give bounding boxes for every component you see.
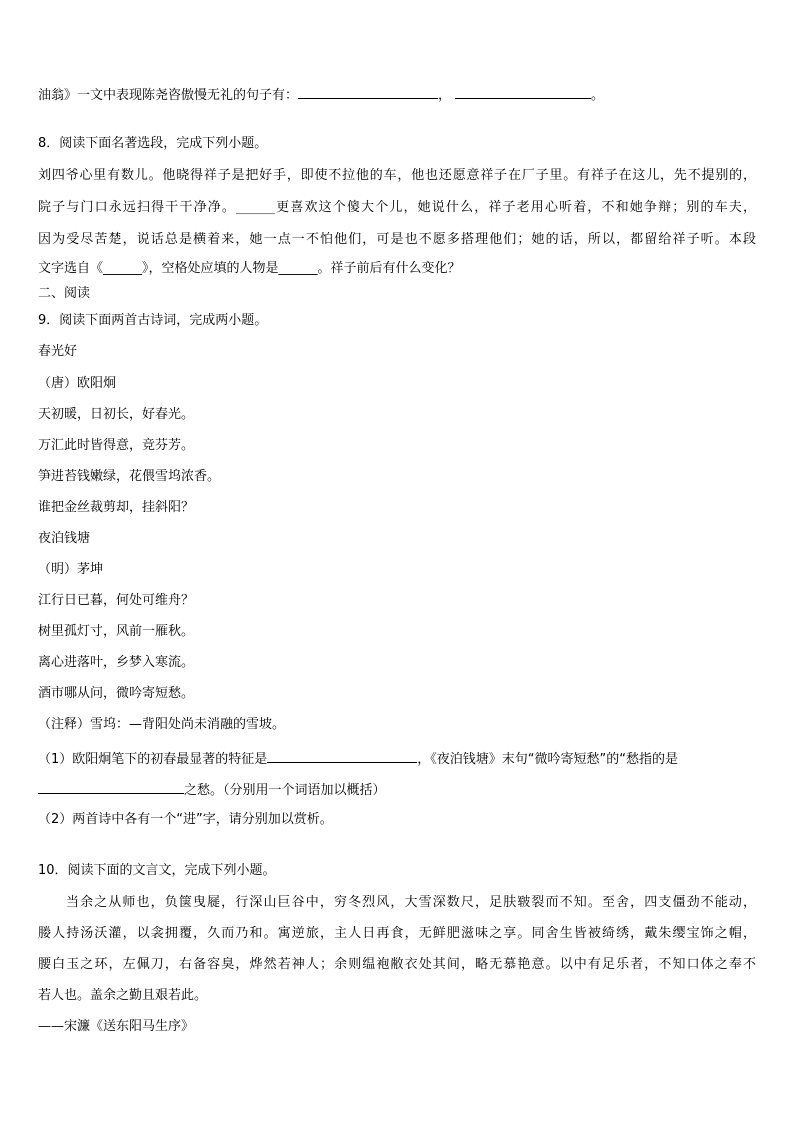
poem2-line-1: 江行日已暮，何处可维舟？ — [38, 593, 195, 608]
q7-tail-text: 油翁》一文中表现陈尧咨傲慢无礼的句子有： — [38, 88, 299, 103]
poem1-title: 春光好 — [38, 344, 78, 359]
poem1-author: （唐）欧阳炯 — [38, 376, 117, 391]
section-heading: 二、阅读 — [38, 286, 91, 301]
q9-sub1-line-1 — [38, 749, 756, 768]
q10-passage-line-1: 当余之从师也，负箧曳屣，行深山巨谷中，穷冬烈风，大雪深数尺，足肤皲裂而不知。至舍，四支僵劲不能动， — [66, 895, 756, 910]
answer-blank[interactable] — [298, 85, 438, 99]
q8-passage-line-2: 院子与门口永远扫得干干净净。______更喜欢这个傻大个儿，她说什么，祥子老用心听着，不和她争辩；别的车夫， — [38, 200, 756, 215]
q7-tail-line — [38, 85, 756, 104]
q8-passage-line-3: 因为受尽苦楚，说话总是横着来，她一点一不怕他们，可是也不愿多搭理他们；她的话，所以，都留给祥子听。本段 — [38, 232, 756, 247]
q10-source: ——宋濂《送东阳马生序》 — [38, 1019, 195, 1034]
q9-sub1-line-2 — [38, 780, 756, 799]
q8-heading: 8．阅读下面名著选段，完成下列小题。 — [38, 136, 268, 151]
answer-blank[interactable] — [38, 780, 184, 794]
q10-passage-line-4: 若人也。盖余之勤且艰若此。 — [38, 988, 208, 1003]
q10-passage-line-2: 媵人持汤沃灌，以衾拥覆，久而乃和。寓逆旅，主人日再食，无鲜肥滋味之享。同舍生皆被绮绣，戴朱缨宝饰之帽， — [38, 926, 756, 941]
poem1-line-3: 笋进苔钱嫩绿，花偎雪坞浓香。 — [38, 469, 221, 484]
q9-sub1-middle: ，《夜泊钱塘》末句“微吟寄短愁”的“愁指的是 — [417, 752, 678, 767]
q9-sub1-prefix: （1）欧阳炯笔下的初春最显著的特征是 — [38, 752, 268, 767]
poem2-author: （明）茅坤 — [38, 562, 104, 577]
q8-passage-line-1: 刘四爷心里有数儿。他晓得祥子是把好手，即使不拉他的车，他也还愿意祥子在厂子里。有祥子在这儿，先不提别的， — [38, 168, 756, 183]
q9-sub1-suffix: 之愁。（分别用一个词语加以概括） — [184, 783, 386, 798]
q7-tail-end: 。 — [591, 88, 605, 103]
q7-tail-sep: ， — [438, 88, 452, 103]
poem2-title: 夜泊钱塘 — [38, 531, 91, 546]
poem1-line-4: 谁把金丝裁剪却，挂斜阳？ — [38, 500, 195, 515]
q10-passage-line-3: 腰白玉之环，左佩刀，右备容臭，烨然若神人；余则缊袍敝衣处其间，略无慕艳意。以中有足乐者，不知口体之奉不 — [38, 957, 756, 972]
poem2-line-2: 树里孤灯寸，风前一雁秋。 — [38, 624, 195, 639]
answer-blank[interactable] — [455, 85, 591, 99]
q9-heading: 9．阅读下面两首古诗词，完成两小题。 — [38, 313, 268, 328]
q9-sub2: （2）两首诗中各有一个“进”字，请分别加以赏析。 — [38, 812, 333, 827]
q10-heading: 10．阅读下面的文言文，完成下列小题。 — [38, 863, 276, 878]
poem2-line-4: 酒市哪从问，微吟寄短愁。 — [38, 686, 195, 701]
poem1-line-1: 天初暖，日初长，好春光。 — [38, 407, 195, 422]
q8-passage-line-4: 文字选自《______》，空格处应填的人物是______。祥子前后有什么变化？ — [38, 261, 461, 276]
q9-note: （注释）雪坞：—背阳处尚未消融的雪坡。 — [38, 717, 286, 732]
poem1-line-2: 万汇此时皆得意，竞芬芳。 — [38, 438, 195, 453]
answer-blank[interactable] — [267, 749, 417, 763]
poem2-line-3: 离心进落叶，乡梦入寒流。 — [38, 655, 195, 670]
